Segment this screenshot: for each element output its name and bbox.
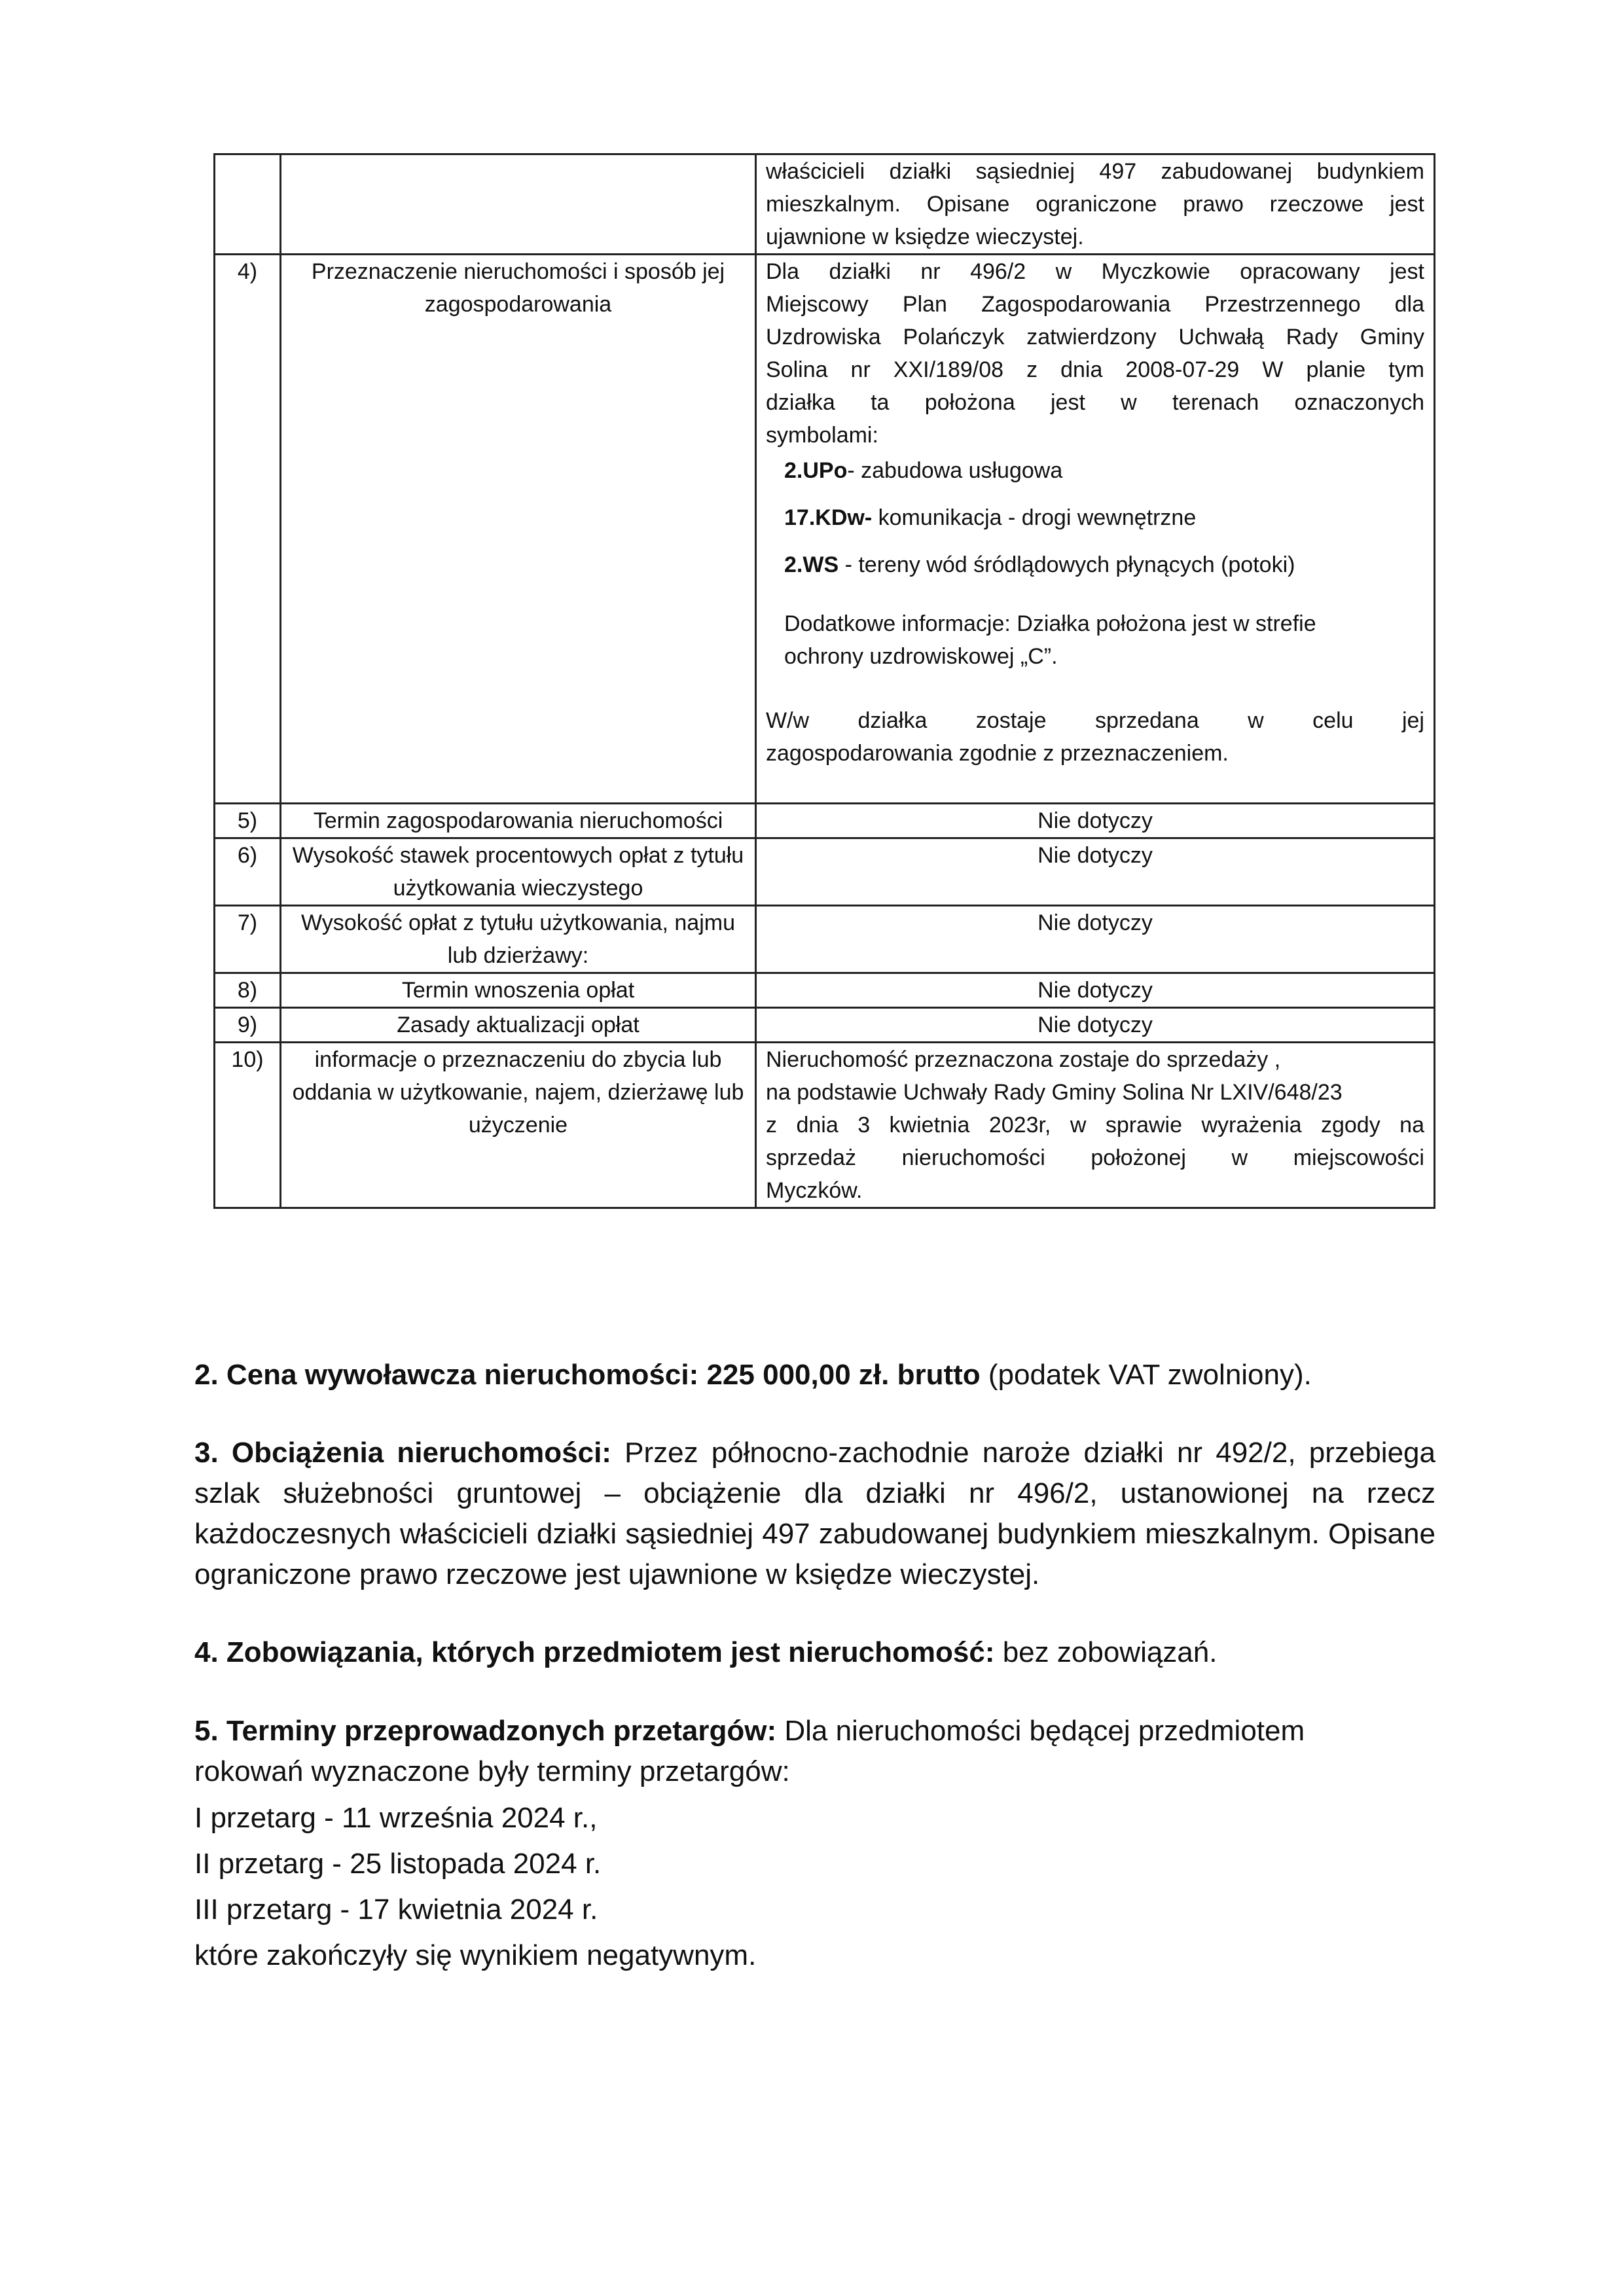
table-row — [215, 804, 1435, 838]
row-number: 5) — [215, 804, 281, 838]
table-row — [215, 838, 1435, 906]
value-line: na podstawie Uchwały Rady Gminy Solina Nr LXIV/648/23 — [766, 1080, 1343, 1105]
value-line: właścicieli działki sąsiedniej 497 zabudowanej budynkiem — [766, 159, 1424, 184]
row-value: Nie dotyczy — [756, 838, 1435, 906]
row-label: Termin zagospodarowania nieruchomości — [281, 804, 756, 838]
zoning-symbol-desc: komunikacja - drogi wewnętrzne — [872, 505, 1197, 530]
value-line: W/w działka zostaje sprzedana w celu jej — [766, 708, 1424, 733]
section-obligations — [194, 1632, 1435, 1673]
table-row — [215, 973, 1435, 1008]
value-line: ochrony uzdrowiskowej „C”. — [784, 644, 1058, 669]
section-text: bez zobowiązań. — [994, 1636, 1218, 1668]
row-number: 7) — [215, 906, 281, 973]
zoning-symbol-code: 2.UPo — [784, 458, 848, 483]
tender-date-item: II przetarg - 25 listopada 2024 r. — [194, 1848, 602, 1880]
zoning-symbol-desc: - tereny wód śródlądowych płynących (potoki) — [839, 552, 1295, 577]
table-row — [215, 1043, 1435, 1208]
row-number: 8) — [215, 973, 281, 1008]
value-line: Dodatkowe informacje: Działka położona jest w strefie — [784, 611, 1316, 636]
value-line: Solina nr XXI/189/08 z dnia 2008-07-29 W planie tym — [766, 357, 1424, 382]
value-line: sprzedaż nieruchomości położonej w miejscowości — [766, 1145, 1424, 1170]
value-line: Uzdrowiska Polańczyk zatwierdzony Uchwałą Rady Gminy — [766, 325, 1424, 350]
table-row — [215, 906, 1435, 973]
row-label: Przeznaczenie nieruchomości i sposób jej zagospodarowania — [281, 255, 756, 804]
tender-date-item: I przetarg - 11 września 2024 r., — [194, 1802, 598, 1834]
section-heading: 2. Cena wywoławcza nieruchomości: 225 000,00 zł. brutto — [194, 1359, 981, 1391]
row-value: Nie dotyczy — [756, 906, 1435, 973]
section-heading: 5. Terminy przeprowadzonych przetargów: — [194, 1715, 777, 1747]
row-label: Zasady aktualizacji opłat — [281, 1008, 756, 1043]
value-line: z dnia 3 kwietnia 2023r, w sprawie wyrażenia zgody na — [766, 1113, 1424, 1138]
row-number: 6) — [215, 838, 281, 906]
value-line: Miejscowy Plan Zagospodarowania Przestrzennego dla — [766, 292, 1424, 317]
value-line: Nieruchomość przeznaczona zostaje do sprzedaży , — [766, 1047, 1281, 1072]
section-heading: 4. Zobowiązania, których przedmiotem jest nieruchomość: — [194, 1636, 995, 1668]
section-text: Dla nieruchomości będącej przedmiotem — [776, 1715, 1305, 1747]
value-line: mieszkalnym. Opisane ograniczone prawo rzeczowe jest — [766, 192, 1424, 217]
zoning-symbol-code: 17.KDw- — [784, 505, 873, 530]
section-closing-line: które zakończyły się wynikiem negatywnym. — [194, 1939, 757, 1971]
table-row — [215, 154, 1435, 255]
section-encumbrances — [194, 1433, 1435, 1595]
purpose-statement — [766, 704, 1424, 770]
table-row — [215, 1008, 1435, 1043]
row-label: Termin wnoszenia opłat — [281, 973, 756, 1008]
row-value: Nie dotyczy — [756, 804, 1435, 838]
row-label: Wysokość opłat z tytułu użytkowania, najmu lub dzierżawy: — [281, 906, 756, 973]
row-value: Nie dotyczy — [756, 1008, 1435, 1043]
additional-info — [784, 607, 1424, 673]
row-label-cell — [281, 154, 756, 255]
table-row — [215, 255, 1435, 804]
row-number: 9) — [215, 1008, 281, 1043]
row-number: 4) — [215, 255, 281, 804]
row-value-cell — [756, 1043, 1435, 1208]
row-value: Nie dotyczy — [756, 973, 1435, 1008]
zoning-symbol-item — [784, 501, 1424, 534]
value-line: zagospodarowania zgodnie z przeznaczeniem. — [766, 741, 1229, 766]
section-tender-dates — [194, 1711, 1305, 1751]
section-text: (podatek VAT zwolniony). — [980, 1359, 1312, 1391]
zoning-symbol-desc: - zabudowa usługowa — [847, 458, 1063, 483]
zoning-symbol-code: 2.WS — [784, 552, 839, 577]
section-heading: 3. Obciążenia nieruchomości: — [194, 1437, 611, 1469]
property-info-table — [213, 153, 1435, 1209]
row-value-cell — [756, 154, 1435, 255]
row-label: Wysokość stawek procentowych opłat z tytułu użytkowania wieczystego — [281, 838, 756, 906]
row-label: informacje o przeznaczeniu do zbycia lub oddania w użytkowanie, najem, dzierżawę lub użyczenie — [281, 1043, 756, 1208]
section-text-line: rokowań wyznaczone były terminy przetargów: — [194, 1755, 790, 1787]
zoning-symbol-item — [784, 454, 1424, 487]
zoning-symbol-item — [784, 548, 1424, 581]
value-line: Dla działki nr 496/2 w Myczkowie opracowany jest — [766, 259, 1424, 284]
value-line: ujawnione w księdze wieczystej. — [766, 224, 1084, 249]
value-line: Myczków. — [766, 1178, 863, 1203]
section-text: Przez północno-zachodnie naroże działki nr 492/2, przebiega szlak służebności gruntowej – obciążenie dla działki nr 496/2, ustanowionej na rzecz każdoczesnych właścicieli działki sąsiedniej 497 zabudowanej budynkiem mieszkalnym. Opisane ograniczone prawo rzeczowe jest ujawnione w księdze wieczystej. — [194, 1437, 1435, 1590]
row-value-cell — [756, 255, 1435, 804]
value-line: symbolami: — [766, 423, 878, 448]
row-number-cell — [215, 154, 281, 255]
value-line: działka ta położona jest w terenach oznaczonych — [766, 390, 1424, 415]
row-number: 10) — [215, 1043, 281, 1208]
section-starting-price — [194, 1355, 1435, 1395]
tender-date-item: III przetarg - 17 kwietnia 2024 r. — [194, 1893, 598, 1926]
